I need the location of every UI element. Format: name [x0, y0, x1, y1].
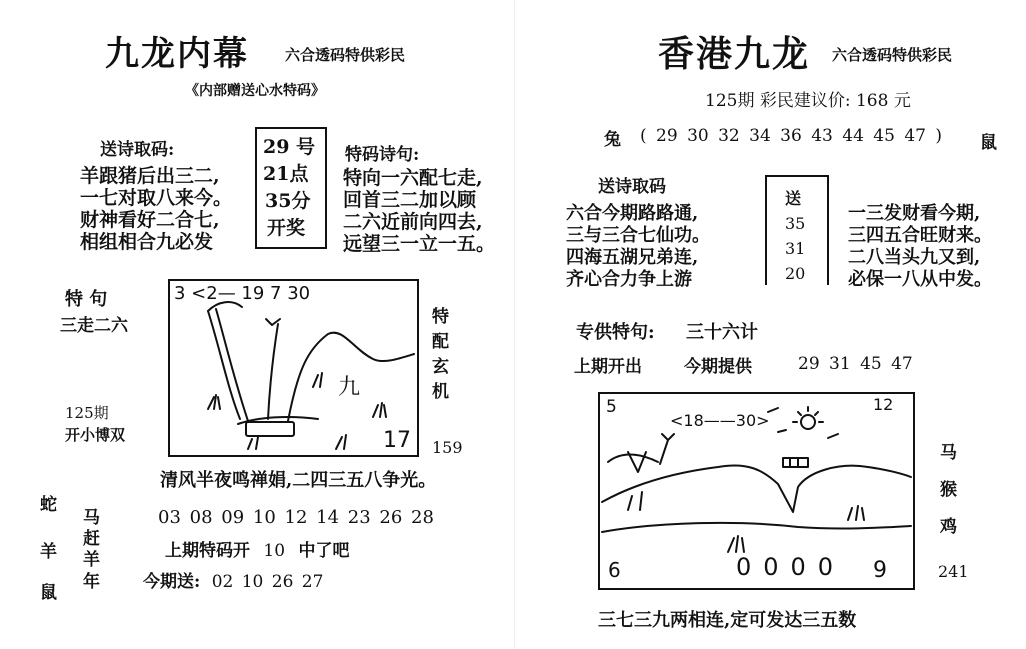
- left-tagline: 六合透码特供彩民: [285, 46, 406, 64]
- tree-trunk: [268, 324, 278, 419]
- last-suffix: 中了吧: [298, 541, 350, 561]
- right-rat: 鼠: [980, 133, 997, 153]
- pic-seventeen: 17: [383, 428, 411, 453]
- right-last-label: 上期开出: [574, 357, 642, 377]
- right-poem2-line: 必保一八从中发。: [848, 269, 992, 290]
- grass-icon: [248, 437, 258, 449]
- pic-nine: 九: [338, 375, 361, 400]
- tree-trunk: [216, 309, 248, 421]
- zodiac-horse: 马: [83, 508, 100, 528]
- left-title: 九龙内幕: [105, 34, 249, 74]
- special-line: 二六近前向四去,: [343, 211, 483, 233]
- right-special-label: 专供特句:: [576, 322, 655, 343]
- right-offer-numbers: 29 31 45 47: [798, 354, 913, 374]
- send-char: 送: [785, 189, 802, 208]
- tree-icon: [660, 434, 674, 464]
- left-poem-line-bottom: 清风半夜鸣禅娟,二四三五八争光。: [160, 470, 437, 491]
- right-poem2: [848, 203, 992, 291]
- zodiac-char: 马: [940, 443, 957, 463]
- peixuan-char: 特: [432, 307, 449, 327]
- grass-icon: [313, 373, 322, 387]
- draw-hour: 21点: [263, 163, 309, 185]
- grass-icon: [373, 403, 386, 417]
- right-rabbit: 兔: [604, 130, 621, 150]
- send-number: 35: [785, 214, 806, 233]
- send-numbers: 02 10 26 27: [211, 572, 324, 592]
- right-send-box-content: [785, 186, 805, 286]
- box-shape: [246, 422, 294, 436]
- right-range-numbers: ( 29 30 32 34 36 43 44 45 47 ): [640, 126, 942, 146]
- zodiac-char: 猴: [940, 480, 957, 500]
- left-pic-number: 159: [432, 438, 463, 457]
- right-poem2-line: 二八当头九又到,: [848, 247, 981, 268]
- right-offer-label: 今期提供: [684, 357, 752, 377]
- left-special-heading: 特码诗句:: [345, 145, 420, 165]
- pic-nine: 9: [873, 558, 887, 583]
- pic-range: <18——30>: [670, 411, 770, 430]
- send-number: 31: [785, 239, 806, 258]
- left-number-list: 03 08 09 10 12 14 23 26 28: [158, 507, 434, 528]
- left-poem-line: 一七对取八来今。: [80, 187, 233, 209]
- right-period-price: 125期 彩民建议价: 168 元: [705, 91, 911, 111]
- left-sketch: [168, 279, 417, 455]
- right-poem-heading: 送诗取码: [598, 177, 666, 197]
- left-subtitle: 《内部赠送心水特码》: [185, 83, 325, 99]
- draw-minute: 35分: [265, 190, 311, 212]
- right-poem: [566, 203, 710, 291]
- grass-icon: [208, 395, 220, 409]
- draw-label: 开奖: [267, 217, 306, 239]
- send-number: 20: [785, 264, 806, 283]
- left-poem: [80, 165, 232, 253]
- left-peixuan: [432, 305, 449, 405]
- zodiac-snake: 蛇: [40, 495, 57, 515]
- bird-icon: [768, 408, 838, 438]
- sign-icon: [783, 458, 808, 467]
- pic-twelve: 12: [873, 395, 894, 414]
- pic-six: 6: [608, 558, 621, 582]
- peixuan-char: 玄: [432, 357, 449, 377]
- right-poem-line: 齐心合力争上游: [566, 269, 692, 290]
- left-special-poem: [343, 167, 495, 255]
- right-poem-line: 六合今期路路通,: [566, 203, 699, 224]
- page-divider: [514, 0, 515, 649]
- left-draw-time: [263, 134, 315, 242]
- pic-zeros: 0000: [736, 553, 846, 581]
- left-last-draw: [165, 536, 349, 561]
- special-line: 远望三一立一五。: [343, 233, 496, 255]
- grass-icon: [336, 435, 346, 449]
- right-tagline: 六合透码特供彩民: [832, 46, 953, 64]
- zodiac-sheep: 羊: [40, 542, 57, 562]
- special-line: 回首三二加以顾: [343, 189, 477, 211]
- grass-icon: [848, 506, 864, 520]
- peixuan-char: 机: [432, 382, 449, 402]
- left-send: [143, 567, 323, 592]
- left-tejiu-value: 三走二六: [60, 316, 128, 336]
- zodiac-sheep2: 羊: [83, 550, 100, 570]
- right-pic-number: 241: [938, 562, 969, 581]
- right-zodiac-list: [940, 435, 957, 546]
- grass-icon: [628, 492, 642, 510]
- zodiac-chase: 赶: [83, 529, 100, 549]
- peixuan-char: 配: [432, 332, 449, 352]
- zodiac-rat: 鼠: [40, 583, 57, 603]
- zodiac-year: 年: [83, 572, 100, 592]
- left-poem-line: 相组相合九必发: [80, 231, 214, 253]
- left-poem-line: 财神看好二合七,: [80, 209, 220, 231]
- sun-icon: [801, 415, 815, 429]
- zodiac-char: 鸡: [940, 517, 957, 537]
- left-poem-line: 羊跟猪后出三二,: [80, 165, 220, 187]
- right-sketch: [598, 392, 913, 588]
- right-poem2-line: 三四五合旺财来。: [848, 225, 992, 246]
- send-label: 今期送:: [143, 572, 201, 592]
- left-period: 125期: [65, 404, 109, 422]
- right-poem-line: 三与三合七仙功。: [566, 225, 710, 246]
- right-poem2-line: 一三发财看今期,: [848, 203, 981, 224]
- ground-line: [602, 523, 911, 532]
- right-title: 香港九龙: [658, 33, 811, 75]
- tree-trunk: [208, 311, 240, 419]
- pic-five: 5: [606, 397, 617, 417]
- grass-icon: [728, 536, 744, 552]
- right-bottom-line: 三七三九两相连,定可发达三五数: [598, 610, 857, 631]
- last-number: 10: [263, 541, 286, 561]
- left-poem-heading: 送诗取码:: [100, 140, 175, 160]
- draw-number: 29 号: [263, 136, 316, 158]
- pic-top-text: 3 <2— 19 7 30: [174, 283, 311, 304]
- last-prefix: 上期特码开: [165, 541, 250, 561]
- right-special-value: 三十六计: [686, 322, 758, 343]
- left-tejiu-label: 特 句: [65, 289, 108, 310]
- special-line: 特向一六配七走,: [343, 167, 483, 189]
- mountain-line: [602, 466, 911, 512]
- left-kai-text: 开小博双: [65, 426, 126, 444]
- right-poem-line: 四海五湖兄弟连,: [566, 247, 699, 268]
